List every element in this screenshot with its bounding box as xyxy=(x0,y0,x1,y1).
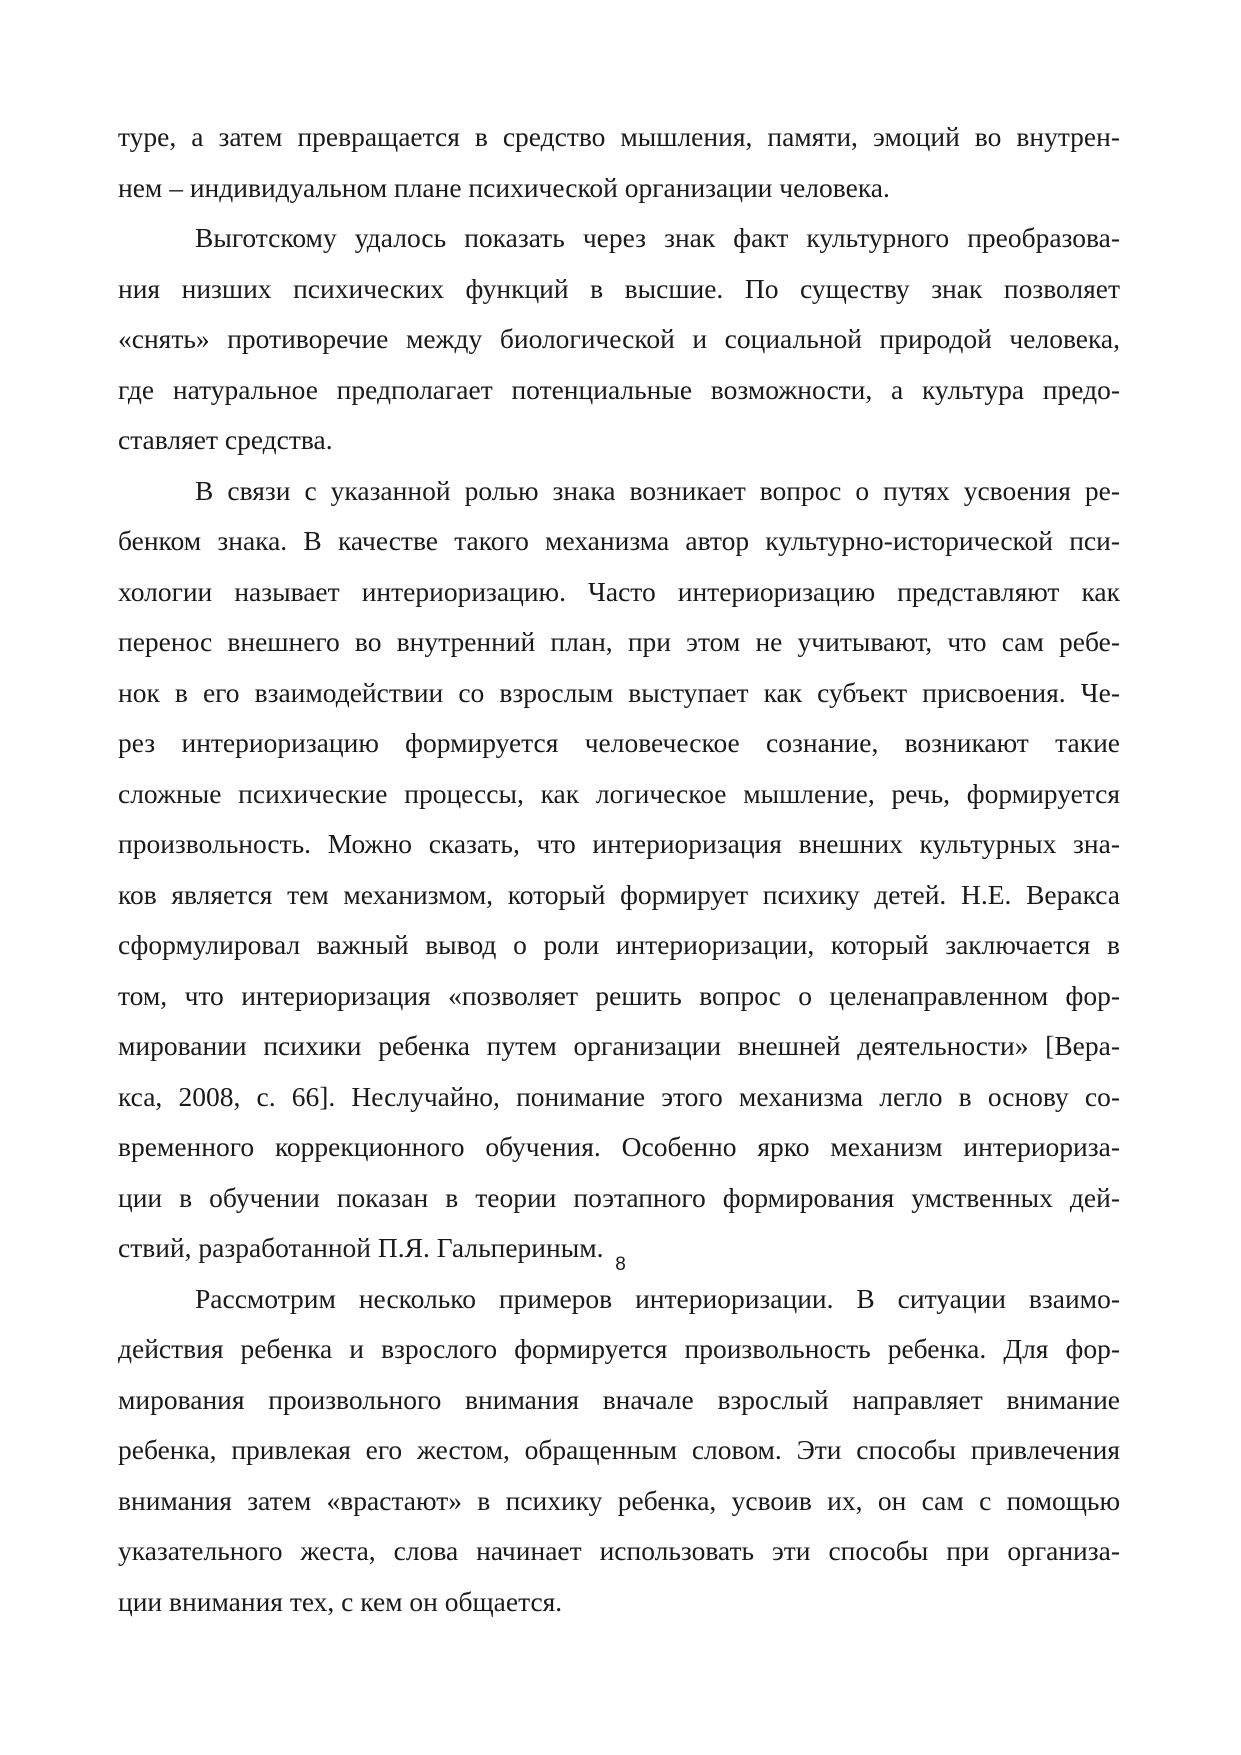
text-line: туре, а затем превращается в средство мышления, памяти, эмоций во внутрен- xyxy=(118,121,1120,152)
text-line: указательного жеста, слова начинает использовать эти способы при организа- xyxy=(118,1535,1120,1566)
text-line: мировании психики ребенка путем организации внешней деятельности» [Вера- xyxy=(118,1030,1120,1061)
text-line: перенос внешнего во внутренний план, при этом не учитывают, что сам ребе- xyxy=(118,626,1120,657)
text-line: ставляет средства. xyxy=(118,424,333,455)
paragraph-2 xyxy=(118,213,1120,466)
text-line: Выготскому удалось показать через знак факт культурного преобразова- xyxy=(195,222,1120,253)
paragraph-1 xyxy=(118,112,1120,213)
paragraph-3 xyxy=(118,466,1120,1274)
text-line: В связи с указанной ролью знака возникает вопрос о путях усвоения ре- xyxy=(195,474,1120,506)
text-line: ребенка, привлекая его жестом, обращенным словом. Эти способы привлечения xyxy=(118,1434,1120,1465)
paragraph-4 xyxy=(118,1274,1120,1628)
text-line: произвольность. Можно сказать, что интериоризация внешних культурных зна- xyxy=(118,828,1120,859)
page-number: 8 xyxy=(615,1254,626,1275)
text-line: рез интериоризацию формируется человеческое сознание, возникают такие xyxy=(118,727,1120,758)
text-line: бенком знака. В качестве такого механизма автор культурно-исторической пси- xyxy=(118,525,1120,556)
text-line: Рассмотрим несколько примеров интериоризации. В ситуации взаимо- xyxy=(195,1282,1120,1314)
text-line: том, что интериоризация «позволяет решить вопрос о целенаправленном фор- xyxy=(118,979,1120,1011)
text-line: нок в его взаимодействии со взрослым выступает как субъект присвоения. Че- xyxy=(118,676,1120,708)
document-page xyxy=(118,112,1120,1627)
text-line: временного коррекционного обучения. Особенно ярко механизм интериориза- xyxy=(118,1131,1120,1162)
text-line: внимания затем «врастают» в психику ребенка, усвоив их, он сам с помощью xyxy=(118,1484,1120,1516)
text-line: мирования произвольного внимания вначале взрослый направляет внимание xyxy=(118,1383,1120,1415)
text-line: сформулировал важный вывод о роли интериоризации, который заключается в xyxy=(118,929,1120,960)
text-line: ции внимания тех, с кем он общается. xyxy=(118,1585,563,1617)
text-line: ствий, разработанной П.Я. Гальпериным. xyxy=(118,1232,604,1263)
text-line: кса, 2008, с. 66]. Неслучайно, понимание этого механизма легло в основу со- xyxy=(118,1080,1120,1112)
text-line: ции в обучении показан в теории поэтапного формирования умственных дей- xyxy=(118,1181,1120,1213)
text-line: сложные психические процессы, как логическое мышление, речь, формируется xyxy=(118,777,1120,809)
text-line: где натуральное предполагает потенциальные возможности, а культура предо- xyxy=(118,373,1120,405)
text-line: действия ребенка и взрослого формируется произвольность ребенка. Для фор- xyxy=(118,1333,1120,1364)
text-line: хологии называет интериоризацию. Часто интериоризацию представляют как xyxy=(118,575,1120,607)
text-line: «снять» противоречие между биологической и социальной природой человека, xyxy=(118,323,1120,354)
text-line: нем – индивидуальном плане психической организации человека. xyxy=(118,171,890,203)
text-line: ков является тем механизмом, который формирует психику детей. Н.Е. Веракса xyxy=(118,878,1120,910)
text-line: ния низших психических функций в высшие. По существу знак позволяет xyxy=(118,272,1120,304)
